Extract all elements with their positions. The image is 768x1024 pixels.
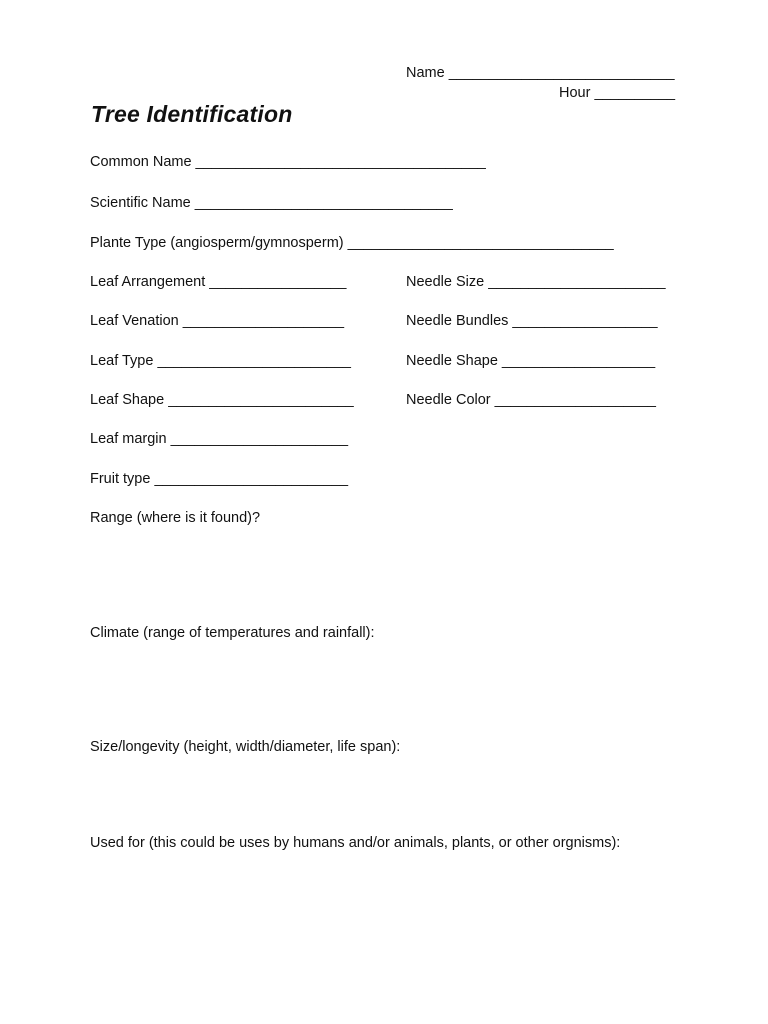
leaf-shape-field[interactable]: Leaf Shape _______________________	[90, 392, 354, 408]
leaf-arrangement-field[interactable]: Leaf Arrangement _________________	[90, 274, 347, 290]
leaf-margin-field[interactable]: Leaf margin ______________________	[90, 431, 349, 447]
uses-question: Used for (this could be uses by humans and/or animals, plants, or other orgnisms):	[90, 835, 621, 851]
page-title: Tree Identification	[91, 101, 293, 127]
leaf-type-field[interactable]: Leaf Type ________________________	[90, 353, 351, 369]
student-name-field[interactable]: Name ____________________________	[406, 65, 675, 81]
climate-question: Climate (range of temperatures and rainfall):	[90, 625, 375, 641]
common-name-field[interactable]: Common Name ____________________________________	[90, 154, 486, 170]
class-hour-field[interactable]: Hour __________	[559, 85, 676, 101]
leaf-venation-field[interactable]: Leaf Venation ____________________	[90, 313, 345, 329]
needle-bundles-field[interactable]: Needle Bundles __________________	[406, 313, 658, 329]
fruit-type-field[interactable]: Fruit type ________________________	[90, 471, 349, 487]
needle-color-field[interactable]: Needle Color ____________________	[406, 392, 656, 408]
size-longevity-question: Size/longevity (height, width/diameter, life span):	[90, 739, 401, 755]
range-question: Range (where is it found)?	[90, 510, 261, 526]
scientific-name-field[interactable]: Scientific Name ________________________________	[90, 195, 453, 211]
plant-type-field[interactable]: Plante Type (angiosperm/gymnosperm) _________________________________	[90, 235, 614, 251]
needle-size-field[interactable]: Needle Size ______________________	[406, 274, 666, 290]
needle-shape-field[interactable]: Needle Shape ___________________	[406, 353, 656, 369]
